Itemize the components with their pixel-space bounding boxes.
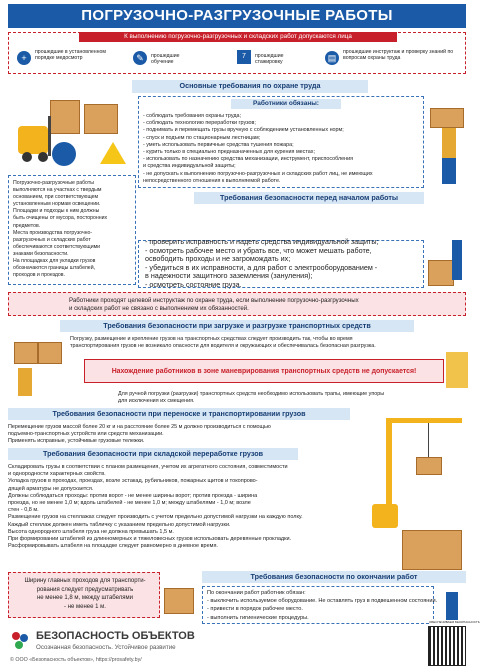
worker-carrying-illustration [426, 98, 468, 188]
requirement-4: прошедшие инструктаж и проверку знаний по вопросам охраны труда [343, 49, 454, 62]
section-warehouse: Требования безопасности при складской переработке грузов [8, 448, 298, 460]
company-name: БЕЗОПАСНОСТЬ ОБЪЕКТОВ [36, 630, 195, 642]
site-note: Погрузочно-разгрузочные работы выполняются на участках с твердым основанием, при соответствующем установленным нормам освещении. Площадки и подходы к ним должны быть очищены от мусора, посторонних предметов. Места производства погрузочно- разгрузочных и складских работ обеспечиваются соответствующими знаками безопасности. На площадках для укладки грузов обозначаются границы штабелей, проходов и проездов. [8, 175, 136, 285]
company-logo [10, 630, 32, 652]
requirement-3: прошедшие стажировку [255, 53, 284, 66]
requirement-1: прошедшие в установленном порядке медосмотр [35, 49, 106, 62]
truck-illustration [8, 334, 68, 396]
vehicles-text: Погрузку, размещение и крепление грузов на транспортных средствах следует производить так, чтобы во время транспортирования грузов не возникало опасности для водителя и окружающих и обеспечивалась безопасная разгрузка. [70, 336, 376, 349]
worker-box-illustration [426, 230, 468, 290]
book-icon: ▤ [325, 51, 339, 65]
before-work-box: - проверить исправность и надеть средства индивидуальной защиты; - осмотреть рабочее место и убрать все, что может мешать работе, освободить проходы и не загромождать их; - убедиться в их исправности, а для работ с электрооборудованием - в надежности защитного заземления (зануления); - осмотреть состояние груза. [138, 240, 424, 288]
company-slogan: Осознанная безопасность. Устойчивое развитие [36, 644, 176, 651]
section-basic-requirements: Основные требования по охране труда [132, 80, 368, 93]
footer-copyright: © ООО «Безопасность объектов», https://prosafety.by/ [10, 657, 142, 663]
admission-box [8, 32, 466, 74]
section-transport: Требования безопасности при переноске и транспортировании грузов [8, 408, 350, 420]
warning-icon [100, 142, 126, 164]
calendar-icon: 7 [237, 50, 251, 64]
plus-icon: + [17, 51, 31, 65]
transport-text: Перемещение грузов массой более 20 кг и на расстояние более 25 м должно производиться с помощью подъемно-транспортных устройств или средств механизации. Применять исправные, устойчивые грузовые тележки. [8, 424, 271, 444]
workers-title: Работники обязаны: [231, 99, 341, 109]
page-title: ПОГРУЗОЧНО-РАЗГРУЗОЧНЫЕ РАБОТЫ [8, 4, 466, 28]
qr-label: ОБЕСПЕЧИВАЕМ БЕЗОПАСНОСТЬ [429, 620, 480, 624]
workers-box [138, 96, 424, 188]
warning-box [84, 359, 444, 383]
graduation-cap-icon: ✎ [133, 51, 147, 65]
section-vehicles: Требования безопасности при загрузке и разгрузке транспортных средств [60, 320, 414, 332]
qr-code [428, 620, 480, 666]
end-work-box: По окончании работ работник обязан: - выключить используемое оборудование. Не оставлять груз в подвешенном состоянии. - привести в порядок рабочее место. - выполнить гигиенические процедуры. [202, 586, 434, 624]
admission-header: К выполнению погрузочно-разгрузочных и складских работ допускаются лица [79, 32, 397, 42]
warning-text: Нахождение работников в зоне маневрирования транспортных средств не допускается! [111, 368, 417, 375]
worker-end-illustration [438, 586, 466, 624]
requirement-2: прошедшие обучение [151, 53, 180, 66]
helmet-icon [52, 142, 76, 166]
ramp-illustration [446, 352, 468, 388]
warehouse-text: Складировать грузы в соответствии с планом размещения, учетом их агрегатного состояния, совместимости и однородности характерных свойств. Укладка грузов в проходах, проездах, возле эстакад, рубильников, пожарных щитов и токопрово- дящей арматуры не допускается. Должны соблюдаться проходы: против ворот - не менее ширины ворот; против проезда - ширина проезда, но не менее 1,0 м; вдоль штабелей - не менее 1,0 м; между штабелями - 1,0 м; возле стен - 0,8 м. Размещение грузов на стеллажах следует производить с учетом предельно допустимой нагрузки на каждую полку. Каждый стеллаж должен иметь табличку с указанием предельно допустимой нагрузки. Высота однородного штабеля груза не должна превышать 1,5 м. При формировании штабелей из длинномерных и тяжеловесных грузов использовать деревянные прокладки. Расформировывать штабеля на площадке следует равномерно в дневное время. [8, 464, 303, 550]
forklift-illustration [8, 96, 134, 170]
workers-list: - соблюдать требования охраны труда; - соблюдать технологию переработки грузов; - поднимать и перемещать грузы вручную с соблюдением установленных норм; - спуск и подъем по стационарным лестницам; - уметь использовать первичные средства тушения пожара; - курить только в специально предназначенных для курения местах; - использовать по назначению средства механизации, инструмент, приспособления и средства индивидуальной защиты; - не допускать к выполнению погрузочно-разгрузочных и складских работ лиц, не имеющих непосредственного отношения к выполняемой работе. [143, 113, 373, 184]
ramp-text: Для ручной погрузки (разгрузки) транспортных средств необходимо использовать трапы, имеющие упоры для исключения их смещения. [118, 391, 385, 404]
section-before-work: Требования безопасности перед началом работы [194, 192, 424, 204]
pallet-illustration [162, 582, 196, 618]
briefing-box: Работники проходят целевой инструктаж по охране труда, если выполнение погрузочно-разгрузочных и складских работ не связано с выполнением их обязанностей. [8, 292, 466, 316]
width-note: Ширину главных проходов для транспорти- рования следует предусматривать не менее 1,8 м, между штабелями - не менее 1 м. [8, 572, 160, 618]
forklift-stack-illustration [360, 480, 466, 572]
section-end-work: Требования безопасности по окончании работ [202, 571, 466, 583]
